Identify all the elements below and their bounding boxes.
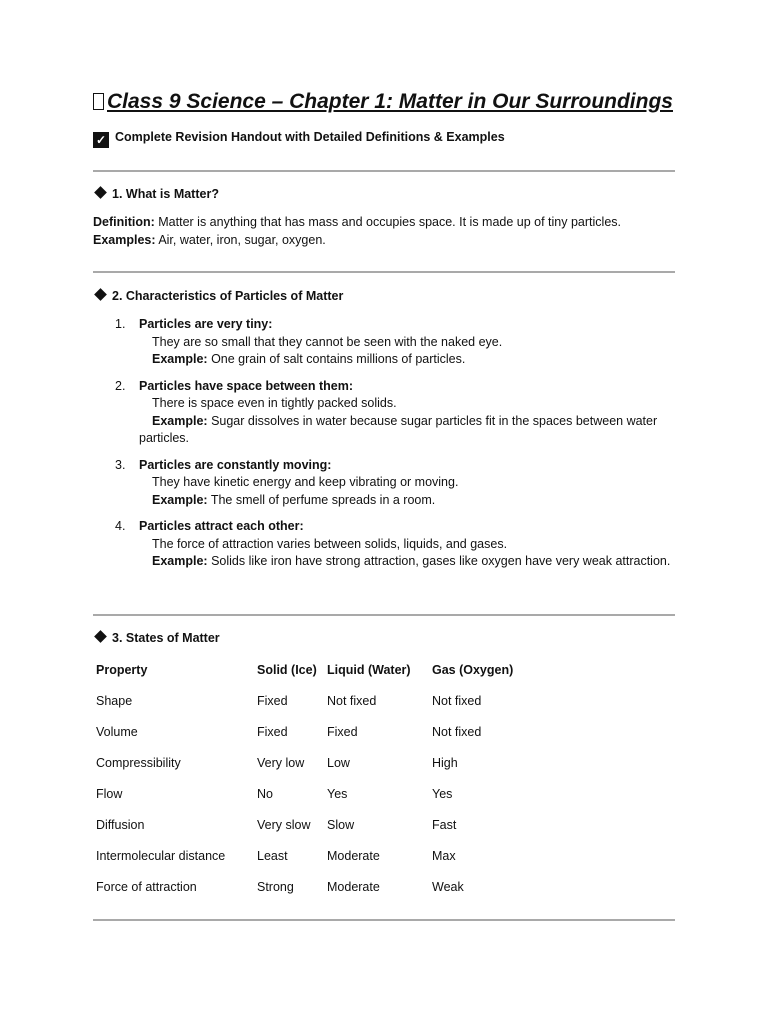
list-item-example bbox=[139, 553, 683, 571]
list-item bbox=[93, 378, 683, 448]
table-cell: Shape bbox=[96, 693, 133, 708]
table-cell: Force of attraction bbox=[96, 879, 197, 894]
definition-text: Matter is anything that has mass and occupies space. It is made up of tiny particles. bbox=[154, 215, 622, 229]
table-cell: Diffusion bbox=[96, 817, 145, 832]
list-item bbox=[93, 457, 683, 510]
example-text: One grain of salt contains millions of particles. bbox=[207, 352, 466, 366]
list-item-example bbox=[139, 413, 683, 448]
diamond-bullet-icon bbox=[94, 186, 107, 199]
list-number: 3. bbox=[115, 457, 126, 472]
list-item-detail: They are so small that they cannot be seen with the naked eye. bbox=[152, 334, 503, 349]
characteristics-list bbox=[93, 316, 683, 580]
example-text: Sugar dissolves in water because sugar particles fit in the spaces between water particles. bbox=[139, 413, 658, 445]
table-cell: Fixed bbox=[327, 724, 358, 739]
section-heading-text: 1. What is Matter? bbox=[112, 187, 219, 201]
table-cell: Low bbox=[327, 755, 350, 770]
table-cell: Very slow bbox=[257, 817, 311, 832]
section-heading-text: 2. Characteristics of Particles of Matter bbox=[112, 289, 344, 303]
list-item-title: Particles are constantly moving: bbox=[139, 457, 332, 472]
table-cell: Yes bbox=[432, 786, 453, 801]
table-cell: Least bbox=[257, 848, 288, 863]
list-item-detail: They have kinetic energy and keep vibrating or moving. bbox=[152, 475, 459, 489]
missing-glyph-icon bbox=[93, 93, 104, 110]
table-cell: Yes bbox=[327, 786, 348, 801]
example-label: Example: bbox=[152, 413, 208, 428]
divider bbox=[93, 614, 675, 616]
table-cell: Fixed bbox=[257, 693, 288, 708]
table-cell: Max bbox=[432, 848, 456, 863]
table-cell: Fast bbox=[432, 817, 457, 832]
table-row bbox=[93, 809, 535, 840]
table-cell: Weak bbox=[432, 879, 464, 894]
list-item-title: Particles have space between them: bbox=[139, 378, 353, 393]
list-item-detail: The force of attraction varies between solids, liquids, and gases. bbox=[152, 536, 508, 551]
page-title bbox=[93, 90, 693, 114]
section-heading-states-of-matter bbox=[93, 631, 220, 645]
table-header-row bbox=[93, 654, 535, 685]
diamond-bullet-icon bbox=[94, 630, 107, 643]
column-header: Liquid (Water) bbox=[327, 662, 411, 677]
list-item-title: Particles are very tiny: bbox=[139, 317, 273, 331]
table-cell: Moderate bbox=[327, 879, 380, 894]
table-cell: Fixed bbox=[257, 724, 288, 739]
example-text: Solids like iron have strong attraction, gases like oxygen have very weak attraction. bbox=[207, 554, 671, 568]
section-heading-text: 3. States of Matter bbox=[112, 631, 220, 645]
list-item bbox=[93, 518, 683, 571]
divider bbox=[93, 271, 675, 273]
table-cell: Volume bbox=[96, 724, 138, 739]
table-row bbox=[93, 716, 535, 747]
section-heading-characteristics bbox=[93, 289, 343, 303]
table-cell: Not fixed bbox=[432, 724, 482, 739]
checkmark-icon: ✓ bbox=[93, 132, 109, 148]
examples-label: Examples: bbox=[93, 232, 156, 247]
list-number: 2. bbox=[115, 378, 126, 393]
example-label: Example: bbox=[152, 352, 208, 366]
table-cell: Strong bbox=[257, 879, 294, 894]
table-cell: Compressibility bbox=[96, 755, 181, 770]
list-number: 4. bbox=[115, 519, 126, 533]
list-item-example bbox=[139, 351, 683, 369]
examples-text: Air, water, iron, sugar, oxygen. bbox=[155, 232, 326, 247]
table-cell: Not fixed bbox=[327, 693, 377, 708]
list-item-title: Particles attract each other: bbox=[139, 519, 304, 533]
definition-label: Definition: bbox=[93, 215, 155, 229]
list-item-example bbox=[139, 492, 683, 510]
list-item-detail: There is space even in tightly packed solids. bbox=[152, 396, 397, 410]
table-cell: No bbox=[257, 786, 273, 801]
column-header: Solid (Ice) bbox=[257, 662, 317, 677]
page-title-text: Class 9 Science – Chapter 1: Matter in Our Surroundings bbox=[107, 90, 673, 113]
table-cell: Not fixed bbox=[432, 693, 482, 708]
table-row bbox=[93, 747, 535, 778]
states-of-matter-table bbox=[93, 654, 535, 902]
list-item bbox=[93, 316, 683, 369]
table-cell: High bbox=[432, 755, 458, 770]
table-row bbox=[93, 685, 535, 716]
table-row bbox=[93, 778, 535, 809]
table-row bbox=[93, 871, 535, 902]
table-cell: Very low bbox=[257, 755, 305, 770]
column-header: Gas (Oxygen) bbox=[432, 662, 514, 677]
diamond-bullet-icon bbox=[94, 288, 107, 301]
subtitle bbox=[93, 130, 505, 148]
table-cell: Intermolecular distance bbox=[96, 848, 226, 863]
example-label: Example: bbox=[152, 492, 208, 507]
example-text: The smell of perfume spreads in a room. bbox=[207, 492, 436, 507]
table-cell: Slow bbox=[327, 817, 355, 832]
subtitle-text: Complete Revision Handout with Detailed Definitions & Examples bbox=[115, 130, 505, 144]
column-header: Property bbox=[96, 662, 148, 677]
section-heading-what-is-matter bbox=[93, 187, 219, 201]
list-number: 1. bbox=[115, 317, 126, 331]
matter-definition bbox=[93, 214, 683, 249]
table-cell: Moderate bbox=[327, 848, 380, 863]
example-label: Example: bbox=[152, 554, 208, 568]
divider bbox=[93, 919, 675, 921]
table-cell: Flow bbox=[96, 786, 123, 801]
divider bbox=[93, 170, 675, 172]
table-row bbox=[93, 840, 535, 871]
